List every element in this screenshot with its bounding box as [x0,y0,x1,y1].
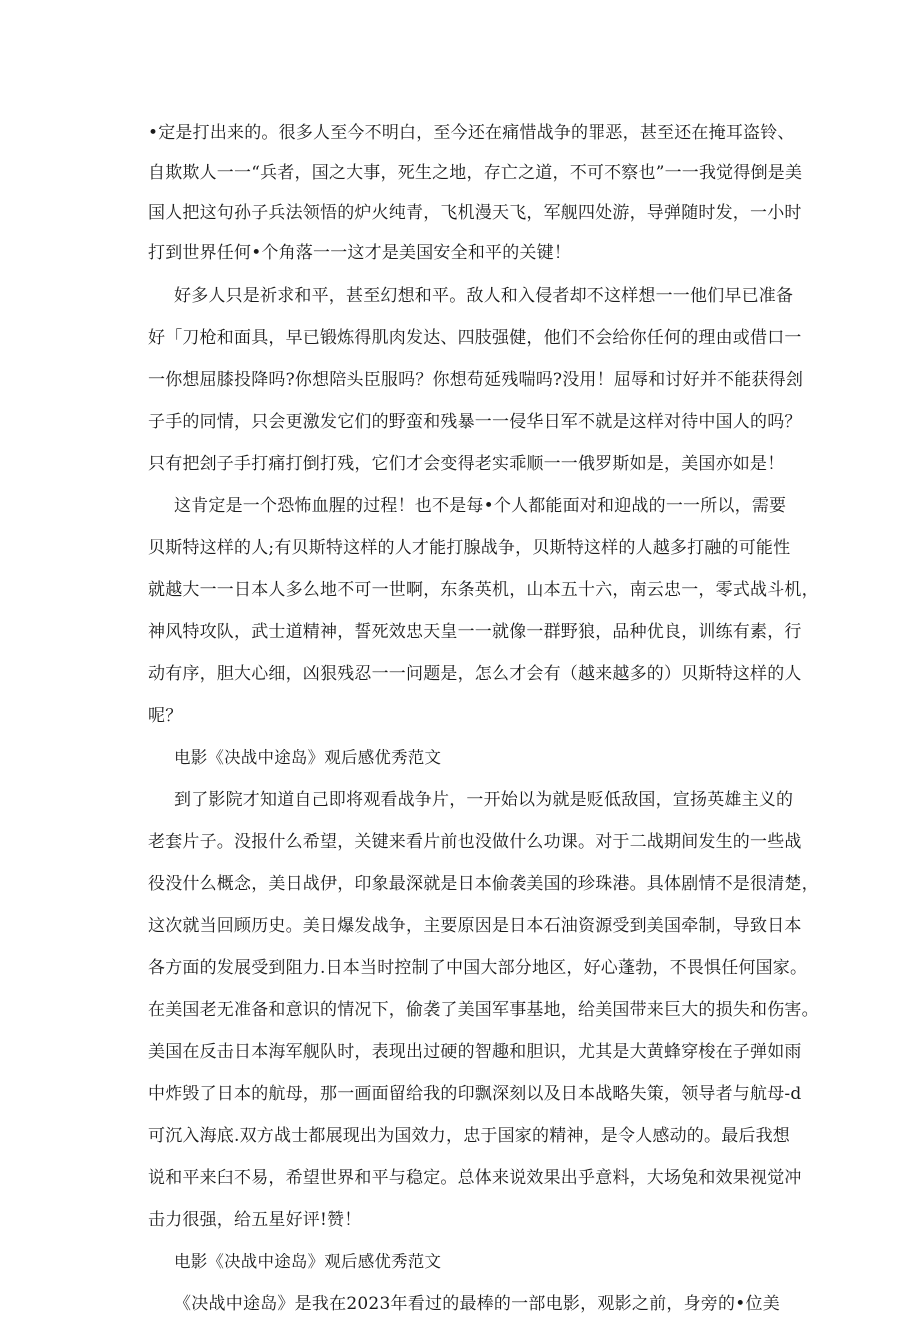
text-line: 在美国老无准备和意识的情况下，偷袭了美国军事基地，给美国带来巨大的损失和伤害。 [148,1000,819,1020]
text-line: 可沉入海底.双方战士都展现出为国效力，忠于国家的精神，是令人感动的。最后我想 [148,1126,791,1146]
text-line: 自欺欺人一一“兵者，国之大事，死生之地，存亡之道，不可不察也”一一我觉得倒是美 [148,163,803,183]
text-line: 到了影院才知道自己即将观看战争片，一开始以为就是贬低敌国，宣扬英雄主义的 [174,790,794,810]
text-line: 就越大一一日本人多么地不可一世啊，东条英机，山本五十六，南云忠一，零式战斗机， [148,580,819,600]
text-line: 这肯定是一个恐怖血腥的过程！也不是每•个人都能面对和迎战的一一所以，需要 [174,496,787,516]
text-line: 打到世界任何•个角落一一这才是美国安全和平的关键！ [148,243,572,263]
text-line: •定是打出来的。很多人至今不明白，至今还在痛惜战争的罪恶，甚至还在掩耳盗铃、 [148,123,795,143]
text-line: 好多人只是祈求和平，甚至幻想和平。敌人和入侵者却不这样想一一他们早已准备 [174,286,794,306]
text-line: 中炸毁了日本的航母，那一画面留给我的印飘深刻以及日本战略失策，领导者与航母-d [148,1084,802,1104]
section-heading: 电影《决战中途岛》观后感优秀范文 [174,748,442,767]
text-line: 神风特攻队，武士道精神，誓死效忠天皇一一就像一群野狼，品种优良，训练有素，行 [148,622,802,642]
text-line: 呢？ [148,706,183,726]
text-line: 好「刀枪和面具，早已锻炼得肌肉发达、四肢强健，他们不会给你任何的理由或借口一 [148,328,802,348]
text-line: 老套片子。没报什么希望，关键来看片前也没做什么功课。对于二战期间发生的一些战 [148,832,802,852]
text-line: 说和平来臼不易，希望世界和平与稳定。总体来说效果出乎意料，大场兔和效果视觉冲 [148,1168,802,1188]
text-line: 只有把刽子手打痛打倒打残，它们才会变得老实乖顺一一俄罗斯如是，美国亦如是！ [148,454,785,474]
text-line: 动有序，胆大心细，凶狠残忍一一问题是，怎么才会有（越来越多的）贝斯特这样的人 [148,664,802,684]
section-heading: 电影《决战中途岛》观后感优秀范文 [174,1252,442,1271]
text-line: 子手的同情，只会更激发它们的野蛮和残暴一一侵华日军不就是这样对待中国人的吗？ [148,412,802,432]
text-line: 一你想屈膝投降吗?你想陪头臣服吗？你想苟延残喘吗?没用！屈辱和讨好并不能获得刽 [148,370,804,390]
text-line: 美国在反击日本海军舰队时，表现出过硬的智趣和胆识，尤其是大黄蜂穿梭在子弹如雨 [148,1042,802,1062]
text-line: 《决战中途岛》是我在2023年看过的最棒的一部电影，观影之前，身旁的•位美 [174,1294,780,1314]
text-line: 贝斯特这样的人;有贝斯特这样的人才能打腺战争，贝斯特这样的人越多打融的可能性 [148,538,791,558]
text-line: 役没什么概念，美日战伊，印象最深就是日本偷袭美国的珍珠港。具体剧情不是很清楚， [148,874,819,894]
text-line: 各方面的发展受到阻力.日本当时控制了中国大部分地区，好心蓬勃，不畏惧任何国家。 [148,958,808,978]
text-line: 击力很强，给五星好评!赞！ [148,1210,362,1230]
text-line: 国人把这句孙子兵法领悟的炉火纯青，飞机漫天飞，军舰四处游，导弹随时发，一小时 [148,203,802,223]
text-line: 这次就当回顾历史。美日爆发战争，主要原因是日本石油资源受到美国牵制，导致日本 [148,916,802,936]
